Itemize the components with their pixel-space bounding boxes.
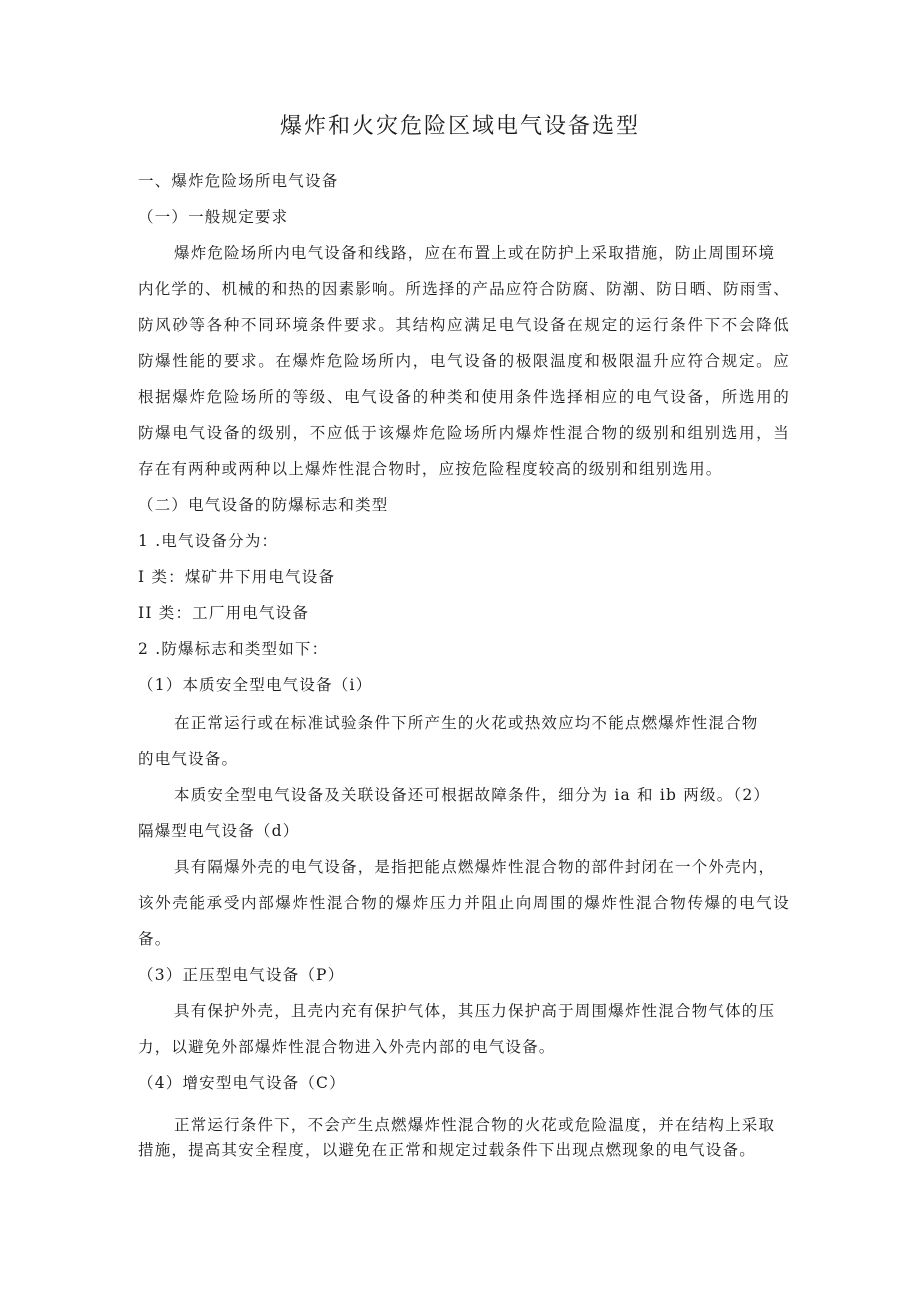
list-item-class-i: I 类：煤矿井下用电气设备	[138, 568, 336, 586]
document-title: 爆炸和火灾危险区域电气设备选型	[279, 114, 640, 139]
type-heading-increased-safety: （4）增安型电气设备（C）	[138, 1074, 346, 1092]
type-heading-pressurized: （3）正压型电气设备（P）	[138, 966, 345, 984]
paragraph-line: 本质安全型电气设备及关联设备还可根据故障条件，细分为 ia 和 ib 两级。（2）	[174, 786, 771, 804]
paragraph-line: 备。	[138, 930, 172, 948]
list-heading-1: 1 .电气设备分为：	[138, 532, 279, 550]
list-item-class-ii: II 类：工厂用电气设备	[138, 604, 310, 622]
paragraph-line: 存在有两种或两种以上爆炸性混合物时，应按危险程度较高的级别和组别选用。	[138, 460, 723, 478]
paragraph-line: 该外壳能承受内部爆炸性混合物的爆炸压力并阻止向周围的爆炸性混合物传爆的电气设	[138, 894, 790, 912]
paragraph-line: 的电气设备。	[138, 750, 239, 768]
paragraph-line: 根据爆炸危险场所的等级、电气设备的种类和使用条件选择相应的电气设备，所选用的	[138, 388, 790, 406]
paragraph-line: 具有隔爆外壳的电气设备，是指把能点燃爆炸性混合物的部件封闭在一个外壳内，	[174, 858, 776, 876]
paragraph-line: 内化学的、机械的和热的因素影响。所选择的产品应符合防腐、防潮、防日晒、防雨雪、	[138, 280, 790, 298]
paragraph-line: 措施，提高其安全程度，以避免在正常和规定过载条件下出现点燃现象的电气设备。	[138, 1141, 756, 1159]
paragraph-line: 防风砂等各种不同环境条件要求。其结构应满足电气设备在规定的运行条件下不会降低	[138, 316, 790, 334]
list-heading-2: 2 .防爆标志和类型如下：	[138, 640, 329, 658]
section-heading-1: 一、爆炸危险场所电气设备	[138, 172, 339, 190]
paragraph-line: 防爆性能的要求。在爆炸危险场所内，电气设备的极限温度和极限温升应符合规定。应	[138, 352, 790, 370]
subsection-heading-general: （一）一般规定要求	[138, 208, 289, 226]
paragraph-line: 正常运行条件下，不会产生点燃爆炸性混合物的火花或危险温度，并在结构上采取	[174, 1116, 776, 1134]
paragraph-line: 爆炸危险场所内电气设备和线路，应在布置上或在防护上采取措施，防止周围环境	[174, 244, 776, 262]
paragraph-line: 具有保护外壳，且壳内充有保护气体，其压力保护高于周围爆炸性混合物气体的压	[174, 1002, 776, 1020]
type-heading-intrinsic: （1）本质安全型电气设备（i）	[138, 676, 373, 694]
paragraph-line: 在正常运行或在标准试验条件下所产生的火花或热效应均不能点燃爆炸性混合物	[174, 714, 759, 732]
paragraph-line: 力，以避免外部爆炸性混合物进入外壳内部的电气设备。	[138, 1038, 556, 1056]
paragraph-line: 防爆电气设备的级别，不应低于该爆炸危险场所内爆炸性混合物的级别和组别选用，当	[138, 424, 790, 442]
type-heading-flameproof: 隔爆型电气设备（d）	[138, 822, 300, 840]
subsection-heading-markings: （二）电气设备的防爆标志和类型	[138, 496, 389, 514]
